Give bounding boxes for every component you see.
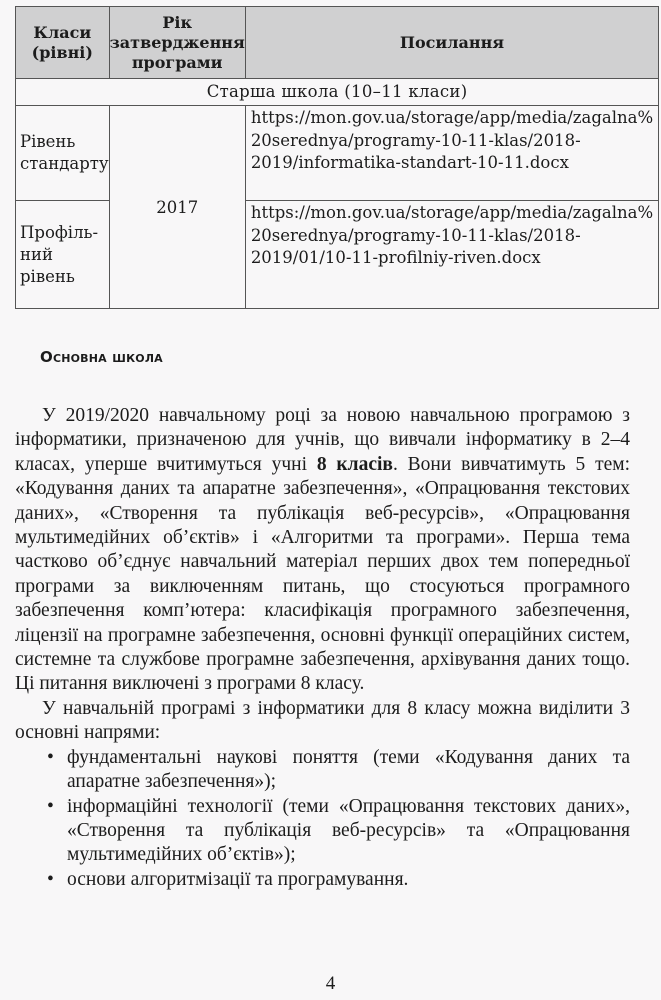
list-item: [47, 795, 630, 868]
year-cell: 2017: [109, 106, 245, 309]
level-cell: Профіль-ний рівень: [16, 201, 110, 309]
bullet-icon: •: [47, 795, 54, 817]
header-classes: Класи (рівні): [16, 7, 110, 79]
list-item: [47, 868, 630, 892]
list-item: [47, 746, 630, 795]
bold-text: 8 класів: [316, 453, 393, 475]
bullet-list: [15, 746, 630, 892]
bullet-icon: •: [47, 746, 54, 768]
url-link[interactable]: https://mon.gov.ua/storage/app/media/zagalna% 20serednya/programy-10-11-klas/2018-2019/01/10-11-profilniy-riven.docx: [245, 201, 658, 309]
table-header-row: [16, 7, 659, 79]
paragraph: [15, 404, 630, 697]
url-link[interactable]: https://mon.gov.ua/storage/app/media/zagalna% 20serednya/programy-10-11-klas/2018-2019/informatika-standart-10-11.docx: [245, 106, 658, 201]
curriculum-table: [15, 6, 659, 309]
section-heading: Основна школа: [40, 348, 163, 366]
bullet-icon: •: [47, 868, 54, 890]
table-section-row: [16, 79, 659, 106]
header-link: Посилання: [245, 7, 658, 79]
body-text: [15, 404, 630, 892]
list-item-text: інформаційні технології (теми «Опрацювання текстових даних», «Створення та публікація веб-ресурсів» та «Опрацювання мультимедійних об’єктів»);: [67, 795, 630, 866]
section-label: Старша школа (10–11 класи): [16, 79, 659, 106]
paragraph-text: У 2019/2020 навчальному році за новою навчальною програмою з інформатики, призначеною для учнів, що вивчали інформатику в 2–4 класах, уперше вчитимуться учні: [15, 405, 630, 475]
list-item-text: основи алгоритмізації та програмування.: [67, 868, 409, 890]
table-row: [16, 106, 659, 201]
header-year: Рік затвердження програми: [109, 7, 245, 79]
page-number: 4: [325, 973, 336, 994]
level-cell: Рівень стандарту: [16, 106, 110, 201]
paragraph-text: . Вони вивчатимуть 5 тем: «Кодування даних та апаратне забезпечення», «Опрацювання текстових даних», «Створення та публікація веб-ресурсів», «Опрацювання мультимедійних об’єктів» і «Алгоритми та програми». Перша тема частково об’єднує навчальний матеріал перших двох тем попередньої програми за виключенням питань, що стосуються програмного забезпечення комп’ютера: класифікація програмного забезпечення, ліцензії на програмне забезпечення, основні функції операційних систем, системне та службове програмне забезпечення, архівування даних тощо. Ці питання виключені з програми 8 класу.: [15, 453, 631, 695]
paragraph: У навчальній програмі з інформатики для 8 класу можна виділити 3 основні напрями:: [15, 697, 630, 744]
list-item-text: фундаментальні наукові поняття (теми «Кодування даних та апаратне забезпечення»);: [67, 746, 630, 793]
